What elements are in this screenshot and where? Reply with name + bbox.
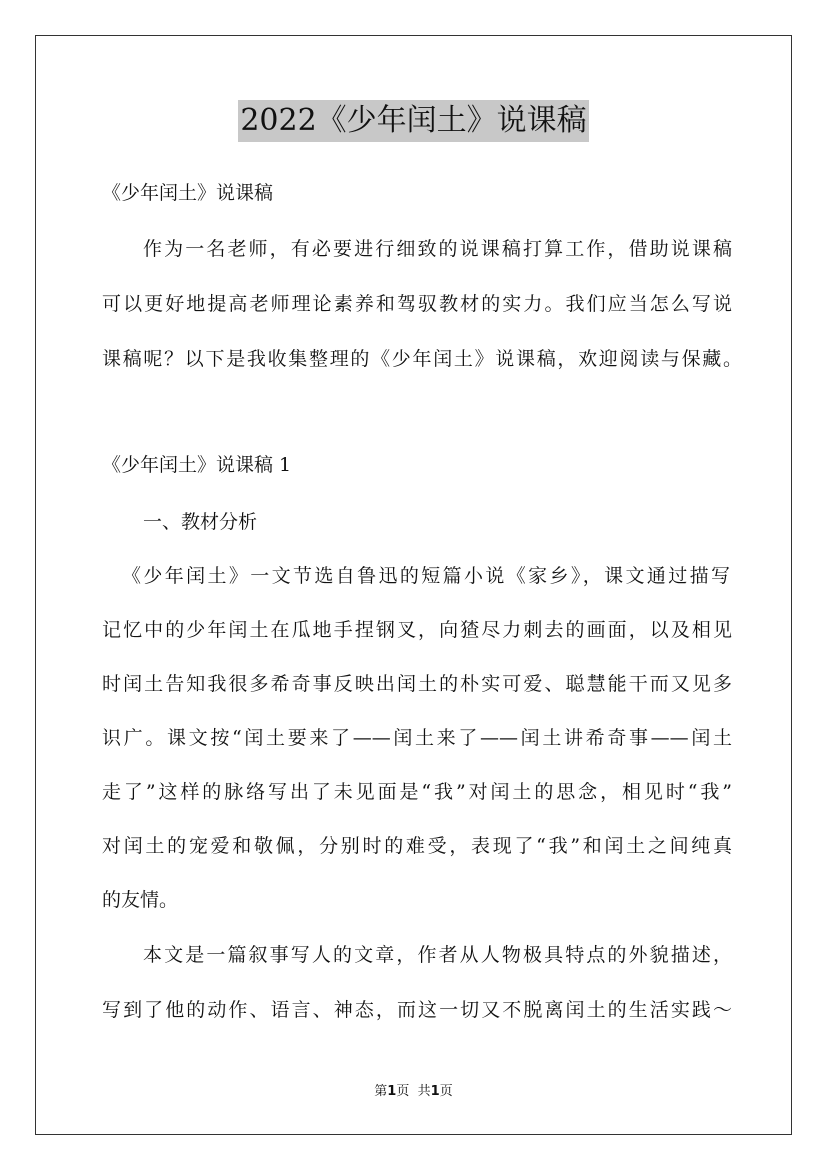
article-paragraph-line: 写到了他的动作、语言、神态，而这一切又不脱离闰土的生活实践～: [102, 999, 732, 1021]
analysis-paragraph-line: 《少年闰土》一文节选自鲁迅的短篇小说《家乡》，课文通过描写: [122, 565, 730, 587]
title-container: [0, 100, 827, 142]
analysis-paragraph-line: 的友情。: [102, 889, 179, 911]
page-footer: [0, 1083, 827, 1101]
total-suffix: 页: [439, 1084, 453, 1099]
analysis-paragraph-line: 时闰土告知我很多希奇事反映出闰土的朴实可爱、聪慧能干而又见多: [102, 673, 732, 695]
total-prefix: 共: [417, 1084, 431, 1099]
page-prefix: 第: [374, 1084, 388, 1099]
page-number: 1: [387, 1084, 397, 1099]
document-title: 2022《少年闰土》说课稿: [238, 100, 588, 142]
analysis-paragraph-line: 对闰土的宠爱和敬佩，分别时的难受，表现了“我”和闰土之间纯真: [102, 835, 732, 857]
analysis-paragraph-line: 记忆中的少年闰土在瓜地手捏钢叉，向猹尽力刺去的画面，以及相见: [102, 619, 732, 641]
analysis-paragraph-line: 走了”这样的脉络写出了未见面是“我”对闰土的思念，相见时“我”: [102, 781, 732, 803]
subsection-heading: 一、教材分析: [143, 511, 258, 533]
intro-paragraph-line: 可以更好地提高老师理论素养和驾驭教材的实力。我们应当怎么写说: [102, 293, 732, 315]
page-suffix: 页: [396, 1084, 410, 1099]
intro-paragraph-line: 作为一名老师，有必要进行细致的说课稿打算工作，借助说课稿: [143, 238, 732, 260]
article-paragraph-line: 本文是一篇叙事写人的文章，作者从人物极具特点的外貌描述，: [143, 944, 732, 966]
total-pages: 1: [430, 1084, 440, 1099]
section-heading: 《少年闰土》说课稿 1: [102, 454, 292, 476]
intro-paragraph-line: 课稿呢？以下是我收集整理的《少年闰土》说课稿，欢迎阅读与保藏。: [102, 348, 742, 370]
analysis-paragraph-line: 识广。课文按“闰土要来了——闰土来了——闰土讲希奇事——闰土: [102, 727, 732, 749]
intro-heading: 《少年闰土》说课稿: [102, 182, 274, 204]
